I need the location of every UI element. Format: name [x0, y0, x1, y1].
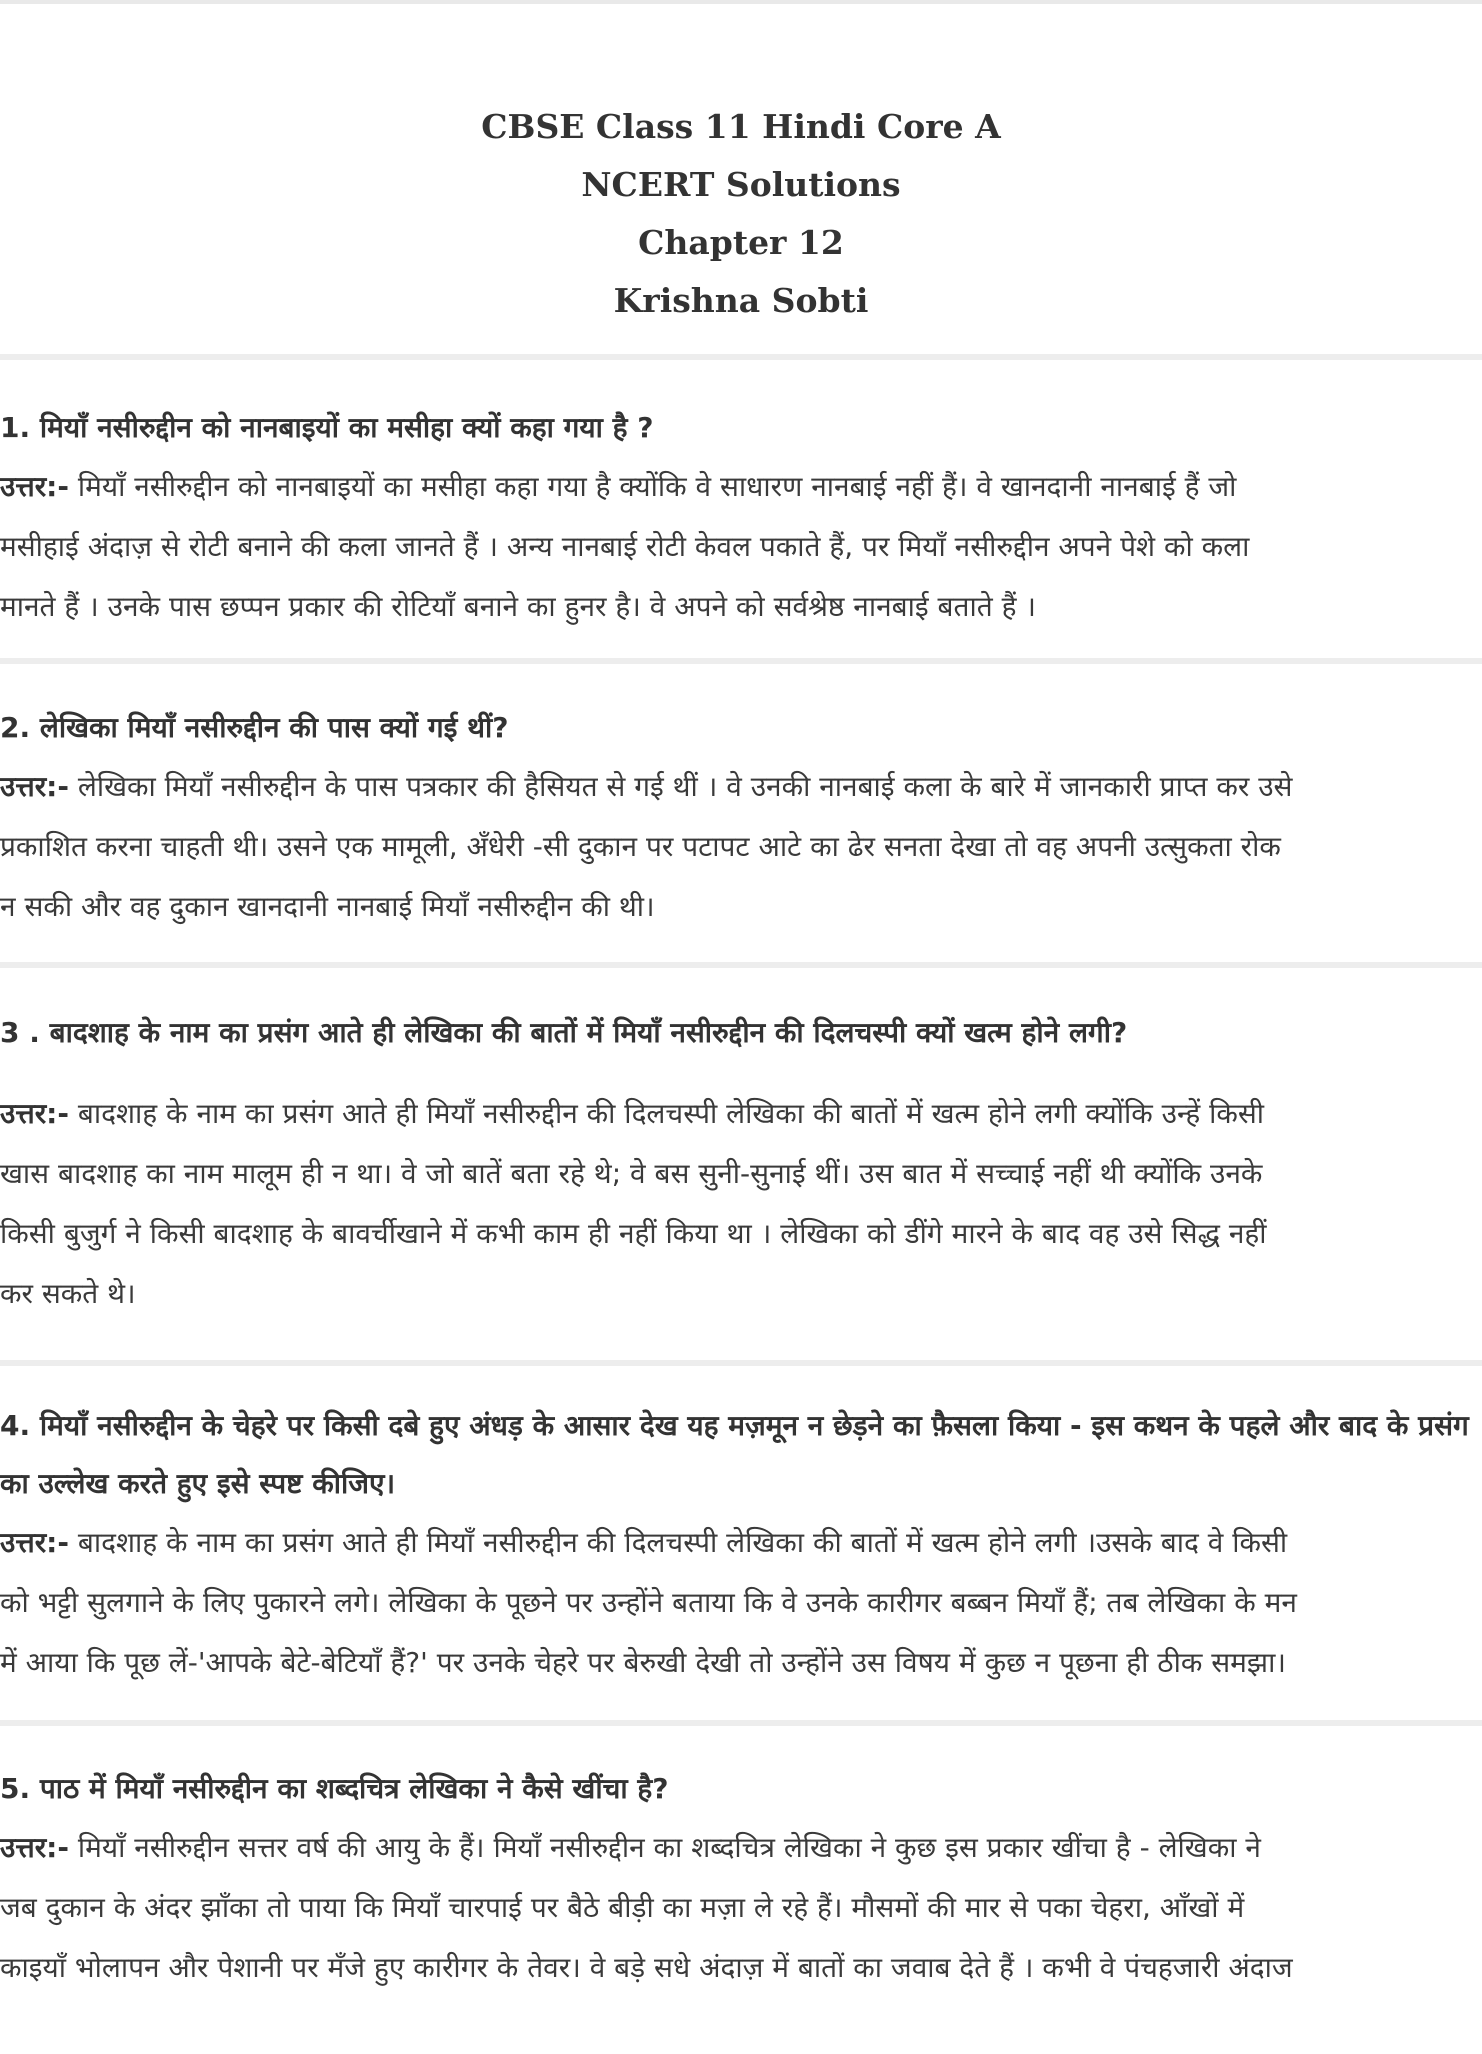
question-block-2 — [0, 699, 1482, 937]
answer-4-line-3: में आया कि पूछ लें-'आपके बेटे-बेटियाँ हैं?' पर उनके चेहरे पर बेरुखी देखी तो उन्होंने उस विषय में कुछ न पूछना ही ठीक समझा। — [0, 1646, 1286, 1679]
answer-3-line-4: कर सकते थे। — [0, 1277, 136, 1310]
answer-4-line-1: बादशाह के नाम का प्रसंग आते ही मियाँ नसीरुद्दीन की दिलचस्पी लेखिका की बातों में खत्म होने लगी ।उसके बाद वे किसी — [68, 1526, 1288, 1559]
answer-line — [0, 1818, 1482, 1878]
question-block-3 — [0, 1004, 1482, 1324]
answer-3-line-3: किसी बुजुर्ग ने किसी बादशाह के बावर्चीखाने में कभी काम ही नहीं किया था । लेखिका को डींगे मारने के बाद वह उसे सिद्ध नहीं — [0, 1217, 1267, 1250]
answer-3 — [0, 1084, 1482, 1324]
section-divider — [0, 1720, 1482, 1726]
answer-label: उत्तर:- — [0, 1097, 69, 1130]
answer-3-line-1: बादशाह के नाम का प्रसंग आते ही मियाँ नसीरुद्दीन की दिलचस्पी लेखिका की बातों में खत्म होने लगी क्योंकि उन्हें किसी — [68, 1097, 1265, 1130]
top-border — [0, 0, 1482, 4]
answer-2 — [0, 757, 1482, 937]
section-divider — [0, 962, 1482, 968]
section-divider — [0, 354, 1482, 360]
answer-line — [0, 757, 1482, 817]
answer-4 — [0, 1513, 1482, 1693]
answer-label: उत्तर:- — [0, 1526, 69, 1559]
answer-line — [0, 1513, 1482, 1573]
answer-label: उत्तर:- — [0, 770, 69, 803]
question-3-text: 3 . बादशाह के नाम का प्रसंग आते ही लेखिका की बातों में मियाँ नसीरुद्दीन की दिलचस्पी क्यों खत्म होने लगी? — [0, 1016, 1128, 1049]
answer-2-line-1: लेखिका मियाँ नसीरुद्दीन के पास पत्रकार की हैसियत से गई थीं । वे उनकी नानबाई कला के बारे में जानकारी प्राप्त कर उसे — [68, 770, 1293, 803]
answer-2-line-3: न सकी और वह दुकान खानदानी नानबाई मियाँ नसीरुद्दीन की थी। — [0, 890, 655, 923]
header-subtitle: NCERT Solutions — [581, 165, 901, 204]
answer-1-line-3: मानते हैं । उनके पास छप्पन प्रकार की रोटियाँ बनाने का हुनर है। वे अपने को सर्वश्रेष्ठ नानबाई बताते हैं । — [0, 590, 1036, 623]
header-author: Krishna Sobti — [613, 281, 869, 320]
section-divider — [0, 1360, 1482, 1366]
section-divider — [0, 658, 1482, 664]
answer-label: उत्तर:- — [0, 470, 69, 503]
answer-1-line-1: मियाँ नसीरुद्दीन को नानबाइयों का मसीहा कहा गया है क्योंकि वे साधारण नानबाई नहीं हैं। वे खानदानी नानबाई हैं जो — [68, 470, 1237, 503]
answer-4-line-2: को भट्टी सुलगाने के लिए पुकारने लगे। लेखिका के पूछने पर उन्होंने बताया कि वे उनके कारीगर बब्बन मियाँ हैं; तब लेखिका के मन — [0, 1586, 1297, 1619]
question-block-4 — [0, 1397, 1482, 1693]
answer-line — [0, 1084, 1482, 1144]
header-chapter: Chapter 12 — [638, 223, 844, 262]
answer-5-line-1: मियाँ नसीरुद्दीन सत्तर वर्ष की आयु के हैं। मियाँ नसीरुद्दीन का शब्दचित्र लेखिका ने कुछ इस प्रकार खींचा है - लेखिका ने — [68, 1831, 1261, 1864]
answer-1-line-2: मसीहाई अंदाज़ से रोटी बनाने की कला जानते हैं । अन्य नानबाई रोटी केवल पकाते हैं, पर मियाँ नसीरुद्दीन अपने पेशे को कला — [0, 530, 1250, 563]
answer-line — [0, 457, 1482, 517]
question-block-5 — [0, 1760, 1482, 1998]
document-header — [0, 98, 1482, 330]
answer-1 — [0, 457, 1482, 637]
question-block-1 — [0, 399, 1482, 637]
question-5-text: 5. पाठ में मियाँ नसीरुद्दीन का शब्दचित्र लेखिका ने कैसे खींचा है? — [0, 1772, 669, 1805]
answer-2-line-2: प्रकाशित करना चाहती थी। उसने एक मामूली, अँधेरी -सी दुकान पर पटापट आटे का ढेर सनता देखा तो वह अपनी उत्सुकता रोक — [0, 830, 1281, 863]
question-1-text: 1. मियाँ नसीरुद्दीन को नानबाइयों का मसीहा क्यों कहा गया है ? — [0, 411, 654, 444]
question-4-text: 4. मियाँ नसीरुद्दीन के चेहरे पर किसी दबे हुए अंधड़ के आसार देख यह मज़मून न छेड़ने का फ़ैसला किया - इस कथन के पहले और बाद के प्रसंग का उल्लेख करते हुए इसे स्पष्ट कीजिए। — [0, 1409, 1469, 1500]
answer-5-line-2: जब दुकान के अंदर झाँका तो पाया कि मियाँ चारपाई पर बैठे बीड़ी का मज़ा ले रहे हैं। मौसमों की मार से पका चेहरा, आँखों में — [0, 1891, 1245, 1924]
answer-5 — [0, 1818, 1482, 1998]
question-2-text: 2. लेखिका मियाँ नसीरुद्दीन की पास क्यों गई थीं? — [0, 711, 509, 744]
answer-3-line-2: खास बादशाह का नाम मालूम ही न था। वे जो बातें बता रहे थे; वे बस सुनी-सुनाई थीं। उस बात में सच्चाई नहीं थी क्योंकि उनके — [0, 1157, 1263, 1190]
answer-5-line-3: काइयाँ भोलापन और पेशानी पर मँजे हुए कारीगर के तेवर। वे बड़े सधे अंदाज़ में बातों का जवाब देते हैं । कभी वे पंचहजारी अंदाज — [0, 1951, 1293, 1984]
answer-label: उत्तर:- — [0, 1831, 69, 1864]
header-course-title: CBSE Class 11 Hindi Core A — [481, 107, 1001, 146]
